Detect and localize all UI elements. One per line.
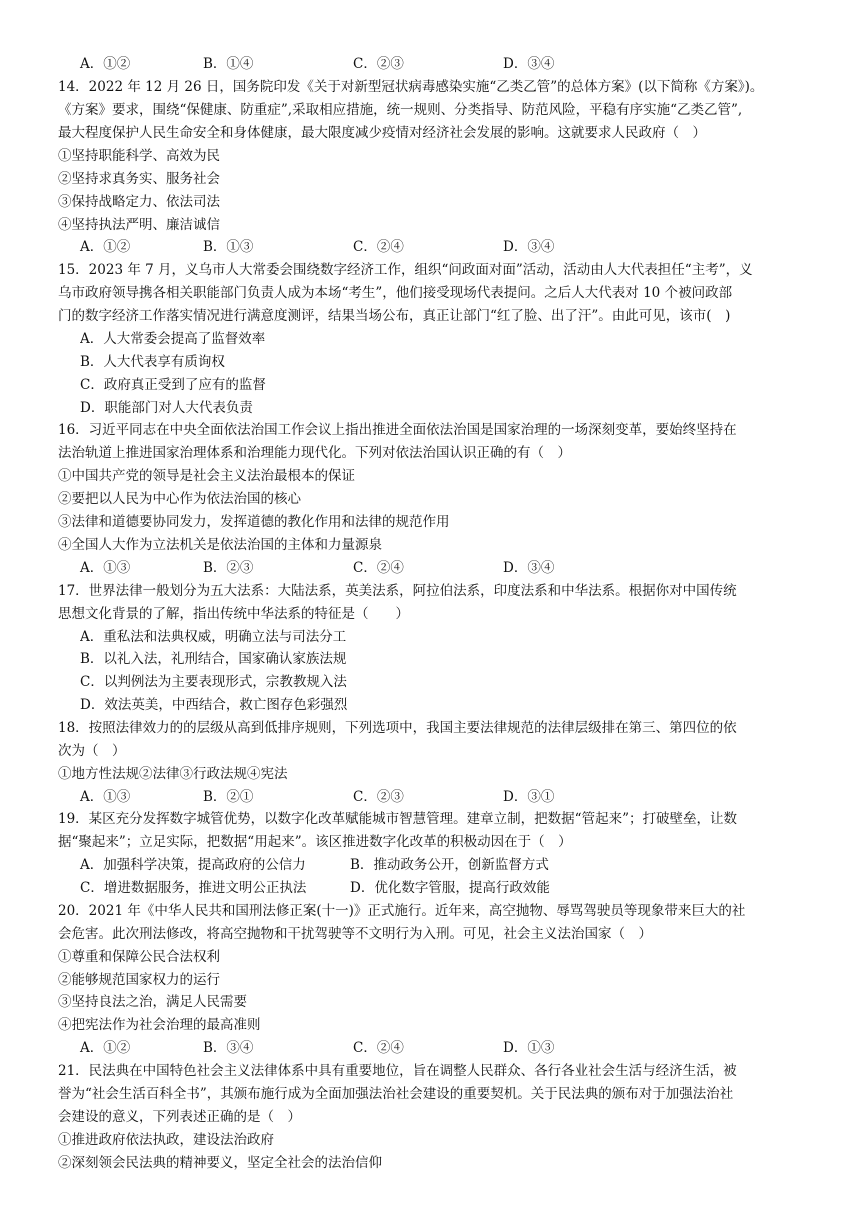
option-c: C．②④ [353, 560, 404, 576]
q14-stem-line: 14．2022 年 12 月 26 日，国务院印发《关于对新型冠状病毒感染实施“乙类乙管”的总体方案》(以下简称《方案》)。 [58, 79, 764, 95]
option-c: C．②④ [353, 1040, 404, 1056]
option-c: C．②④ [353, 239, 404, 255]
option-a: A．①③ [80, 560, 131, 576]
q20-item: ④把宪法作为社会治理的最高准则 [58, 1017, 261, 1033]
option-d: D．优化数字管服，提高行政效能 [350, 880, 550, 896]
option-c: C．以判例法为主要表现形式，宗教教规入法 [80, 674, 347, 690]
q16-item: ①中国共产党的领导是社会主义法治最根本的保证 [58, 468, 355, 484]
q14-item: ②坚持求真务实、服务社会 [58, 171, 220, 187]
option-d: D．效法英美，中西结合，救亡图存色彩强烈 [80, 697, 348, 713]
q20-stem-line: 20．2021 年《中华人民共和国刑法修正案(十一)》正式施行。近年来，高空抛物、辱骂驾驶员等现象带来巨大的社 [58, 903, 746, 919]
q14-item: ③保持战略定力、依法司法 [58, 194, 220, 210]
option-c: C．增进数据服务，推进文明公正执法 [80, 880, 307, 896]
q20-item: ③坚持良法之治，满足人民需要 [58, 994, 247, 1010]
option-d: D．③④ [503, 560, 555, 576]
option-d: D．③④ [503, 56, 555, 72]
option-d: D．③① [503, 789, 555, 805]
option-b: B．①③ [203, 239, 254, 255]
q20-item: ①尊重和保障公民合法权利 [58, 949, 220, 965]
q14-item: ①坚持职能科学、高效为民 [58, 148, 220, 164]
option-a: A．加强科学决策，提高政府的公信力 [80, 857, 306, 873]
q13-options [80, 53, 780, 75]
option-b: B．以礼入法，礼刑结合，国家确认家族法规 [80, 651, 347, 667]
option-b: B．③④ [203, 1040, 254, 1056]
q16-stem-line: 法治轨道上推进国家治理体系和治理能力现代化。下列对依法治国认识正确的有（ ） [58, 445, 571, 461]
q15-stem-line: 15．2023 年 7 月，义乌市人大常委会围绕数字经济工作，组织“问政面对面”活动，活动由人大代表担任“主考”，义 [58, 262, 753, 278]
q18-options [80, 786, 780, 808]
option-a: A．①② [80, 56, 131, 72]
q18-item: ①地方性法规②法律③行政法规④宪法 [58, 766, 288, 782]
q21-stem-line: 会建设的意义，下列表述正确的是（ ） [58, 1109, 301, 1125]
q16-item: ③法律和道德要协同发力，发挥道德的教化作用和法律的规范作用 [58, 514, 450, 530]
option-d: D．职能部门对人大代表负责 [80, 400, 253, 416]
q17-stem-line: 思想文化背景的了解，指出传统中华法系的特征是（ ） [58, 606, 409, 622]
q17-stem-line: 17．世界法律一般划分为五大法系：大陆法系，英美法系，阿拉伯法系，印度法系和中华法系。根据你对中国传统 [58, 583, 737, 599]
option-a: A．重私法和法典权威，明确立法与司法分工 [80, 629, 347, 645]
q19-options-row [80, 854, 780, 876]
q14-item: ④坚持执法严明、廉洁诚信 [58, 217, 220, 233]
q14-stem-line: 《方案》要求，围绕“保健康、防重症”,采取相应措施，统一规则、分类指导、防范风险，平稳有序实施“乙类乙管”, [58, 102, 743, 118]
q16-options [80, 557, 780, 579]
q19-stem-line: 19．某区充分发挥数字城管优势，以数字化改革赋能城市智慧管理。建章立制，把数据“管起来”；打破壁垒，让数 [58, 811, 737, 827]
option-b: B．②① [203, 789, 254, 805]
option-c: C．②③ [353, 789, 404, 805]
option-b: B．①④ [203, 56, 254, 72]
q14-options [80, 236, 780, 258]
q15-stem-line: 门的数字经济工作落实情况进行满意度测评，结果当场公布，真正让部门“红了脸、出了汗”。由此可见，该市( ) [58, 308, 731, 324]
option-b: B．推动政务公开，创新监督方式 [350, 857, 549, 873]
q16-stem-line: 16．习近平同志在中央全面依法治国工作会议上指出推进全面依法治国是国家治理的一场深刻变革，要始终坚持在 [58, 422, 737, 438]
q21-item: ②深刻领会民法典的精神要义，坚定全社会的法治信仰 [58, 1155, 382, 1171]
q20-item: ②能够规范国家权力的运行 [58, 972, 220, 988]
option-a: A．①③ [80, 789, 131, 805]
q18-stem-line: 次为（ ） [58, 743, 126, 759]
option-c: C．②③ [353, 56, 404, 72]
q20-options [80, 1037, 780, 1059]
option-b: B．②③ [203, 560, 254, 576]
q16-item: ④全国人大作为立法机关是依法治国的主体和力量源泉 [58, 537, 382, 553]
option-a: A．①② [80, 1040, 131, 1056]
q19-stem-line: 据“聚起来”；立足实际，把数据“用起来”。该区推进数字化改革的积极动因在于（ ） [58, 834, 572, 850]
q20-stem-line: 会危害。此次刑法修改，将高空抛物和干扰驾驶等不文明行为入刑。可见，社会主义法治国家（ ） [58, 926, 652, 942]
option-a: A．①② [80, 239, 131, 255]
q19-options-row [80, 877, 780, 899]
q14-stem-line: 最大程度保护人民生命安全和身体健康，最大限度减少疫情对经济社会发展的影响。这就要求人民政府（ ） [58, 125, 706, 141]
q21-item: ①推进政府依法执政，建设法治政府 [58, 1132, 274, 1148]
option-c: C．政府真正受到了应有的监督 [80, 377, 266, 393]
q18-stem-line: 18．按照法律效力的的层级从高到低排序规则，下列选项中，我国主要法律规范的法律层级排在第三、第四位的依 [58, 720, 737, 736]
q16-item: ②要把以人民为中心作为依法治国的核心 [58, 491, 301, 507]
option-d: D．③④ [503, 239, 555, 255]
q15-stem-line: 乌市政府领导携各相关职能部门负责人成为本场“考生”，他们接受现场代表提问。之后人大代表对 10 个被问政部 [58, 285, 733, 301]
option-d: D．①③ [503, 1040, 555, 1056]
option-a: A．人大常委会提高了监督效率 [80, 331, 266, 347]
option-b: B．人大代表享有质询权 [80, 354, 225, 370]
q21-stem-line: 誉为“社会生活百科全书”，其颁布施行成为全面加强法治社会建设的重要契机。关于民法典的颁布对于加强法治社 [58, 1086, 734, 1102]
q21-stem-line: 21．民法典在中国特色社会主义法律体系中具有重要地位，旨在调整人民群众、各行各业社会生活与经济生活，被 [58, 1063, 737, 1079]
